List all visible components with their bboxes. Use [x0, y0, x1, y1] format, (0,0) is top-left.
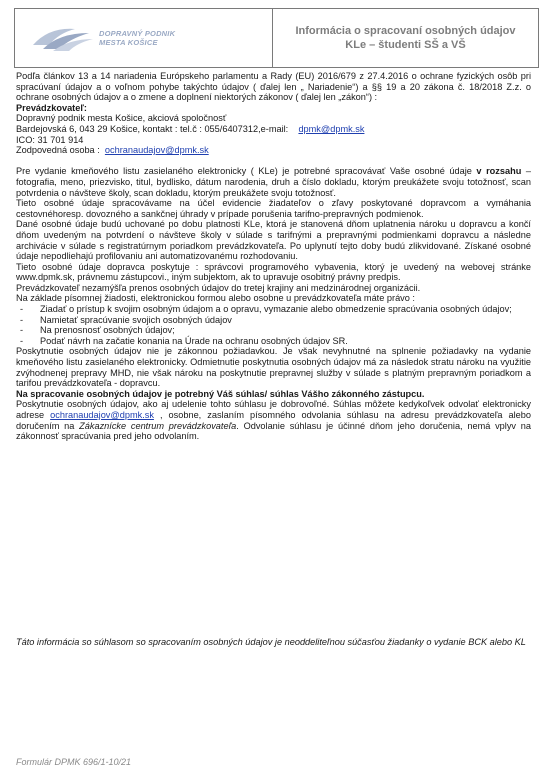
operator-email-link[interactable]: dpmk@dpmk.sk — [298, 123, 365, 134]
list-item: - Ziadať o prístup k svojim osobným údajom a o opravu, vymazanie alebo obmedzenie spracúvania osobných údajov; — [20, 304, 512, 315]
logo-wordmark: DOPRAVNÝ PODNIK MESTA KOŠICE — [99, 29, 176, 47]
legal-paragraph: Poskytnutie osobných údajov nie je zákonnou požiadavkou. Je však nevyhnutné na splnenie požiadavky na vydanie kmeňového listu zasielaného elektronicky. Odmietnutie poskytnutia osobných údajov má za následok stratu nároku na využitie zvýhodnenej prepravy MHD, nie však nároku na poskytnutie prepravnej služby v súlade s platným prepravným poriadkom a tarifou prevádzkovateľa - dopravcu. — [16, 346, 531, 389]
evidence-paragraph: Tieto osobné údaje spracovávame na účel evidencie žiadateľov o zľavy poskytované dopravcom a vymáhania cestovnéhoresp. dovozného a sankčnej úhrady v prípade porušenia tarifno-prepravných podmienok. — [16, 198, 531, 219]
purpose-paragraph: Pre vydanie kmeňového listu zasielaného elektronicky ( KLe) je potrebné spracovávať Vaše osobné údaje v rozsahu – fotografia, meno, priezvisko, titul, bydlisko, dátum narodenia, druh a číslo dokladu, ktorým preukážete svoju totožnosť, scan potvrdenia o návšteve školy, scan dokladu, ktorým preukážete svoju totožnosť. — [16, 166, 532, 198]
logo-area — [15, 9, 273, 67]
operator-address: Bardejovská 6, 043 29 Košice, kontakt : tel.č : 055/6407312,e-mail: dpmk@dpmk.sk — [16, 123, 365, 134]
rights-list — [16, 304, 531, 346]
operator-name: Dopravný podnik mesta Košice, akciová spoločnosť — [16, 113, 227, 124]
consent-email-link[interactable]: ochranaudajov@dpmk.sk — [50, 410, 154, 420]
document-title — [273, 9, 538, 67]
retention-paragraph: Dané osobné údaje budú uchované po dobu platnosti KLe, ktorá je stanovená dňom uplatnenia nároku u dopravcu a končí dňom uvedeným na potvrdení o návšteve školy v súlade s tarifnými a prepravnými podmienkami dopravcu a následne archivácie v súlade s registratúrnym poriadkom prevádzkovateľa. Po uplynutí tejto doby budú zlikvidované. Získané osobné údaje nepodliehajú profilovaniu ani automatizovanému rozhodovaniu. — [16, 219, 531, 262]
rights-intro: Na základe písomnej žiadosti, elektronickou formou alebo osobne u prevádzkovateľa máte právo : — [16, 293, 415, 304]
form-identifier: Formulár DPMK 696/1-10/21 — [16, 757, 132, 767]
no-transfer-paragraph: Prevádzkovateľ nezamýšľa prenos osobných údajov do tretej krajiny ani medzinárodnej organizácii. — [16, 282, 421, 293]
responsible-person: Zodpovedná osoba : ochranaudajov@dpmk.sk — [16, 145, 209, 156]
list-item: - Podať návrh na začatie konania na Úrade na ochranu osobných údajov SR. — [20, 335, 348, 346]
provider-paragraph: Tieto osobné údaje dopravca poskytuje : správcovi programového vybavenia, ktorý je uvedený na webovej stránke www.dpmk.sk, právnemu zástupcovi., iným subjektom, ak to upravuje osobitný právny predpis. — [16, 261, 531, 283]
consent-paragraph: Poskytnutie osobných údajov, ako aj udelenie tohto súhlasu je dobrovoľné. Súhlas môžete kedykoľvek odvolať elektronicky adrese ochranaudajov@dpmk.sk , osobne, zaslaním písomného odvolania súhlasu na adresu prevádzkovateľa alebo doručením na Zákaznícke centrum prevádzkovateľa. Odvolanie súhlasu je účinné dňom jeho doručenia, nemá vplyv na zákonnosť spracúvania pred jeho odvolaním. — [16, 399, 531, 442]
consent-heading: Na spracovanie osobných údajov je potrebný Váš súhlas/ súhlas Vášho zákonného zástupcu. — [16, 388, 425, 399]
list-item: - Namietať spracúvanie svojich osobných údajov — [20, 314, 232, 325]
document-body — [16, 71, 531, 442]
responsible-email-link[interactable]: ochranaudajov@dpmk.sk — [104, 145, 209, 156]
title-line-2: KLe – študenti SŠ a VŠ — [345, 39, 466, 51]
operator-ico: ICO: 31 701 914 — [16, 134, 84, 145]
intro-paragraph: Podľa článkov 13 a 14 nariadenia Európskeho parlamentu a Rady (EU) 2016/679 z 27.4.2016 o ochrane fyzických osôb pri spracúvaní údajov a o voľnom pohybe takýchto údajov ( ďalej len „ Nariadenie“) a §§ 19 a 20 zákona č. 18/2018 Z.z. o ochrane osobných údajov a o zmene a doplnení niektorých zákonov ( ďalej len „zákon“) : — [16, 71, 531, 103]
list-item: - Na prenosnosť osobných údajov; — [20, 325, 175, 336]
operator-label: Prevádzkovateľ: — [16, 102, 87, 113]
title-line-1: Informácia o spracovaní osobných údajov — [295, 25, 516, 37]
document-header — [14, 8, 539, 68]
footer-note: Táto informácia so súhlasom so spracovaním osobných údajov je neoddeliteľnou súčasťou žiadanky o vydanie BCK alebo KL — [16, 637, 526, 648]
dpmk-logo-icon — [29, 23, 95, 53]
